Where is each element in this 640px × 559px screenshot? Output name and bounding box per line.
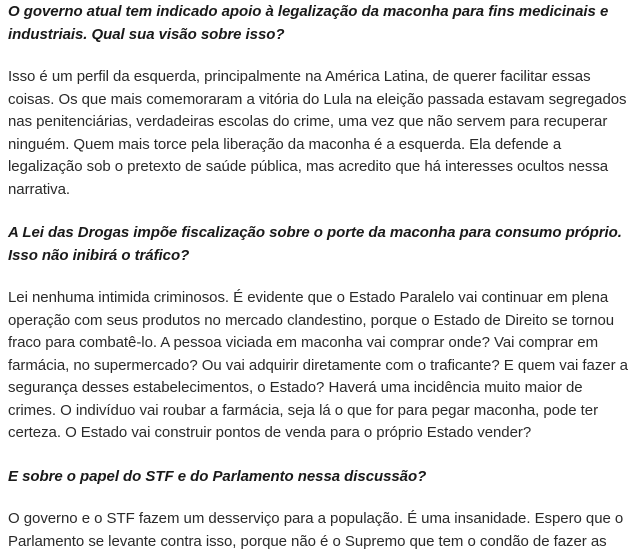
interview-answer-3: O governo e o STF fazem um desserviço para a população. É uma insanidade. Espero que o Parlamento se levante contra isso, porque não é o Supremo que tem o condão de fazer as [8,510,624,550]
interview-answer-1: Isso é um perfil da esquerda, principalmente na América Latina, de querer facilitar essas coisas. Os que mais comemoraram a vitória do Lula na eleição passada estavam segregados nas penitenciárias, verdadeiras escolas do crime, uma vez que não servem para recuperar ninguém. Quem mais torce pela liberação da maconha é a esquerda. Ela defende a legalização sob o pretexto de saúde pública, mas acredito que há interesses ocultos nessa narrativa. [8,68,627,198]
interview-answer-2: Lei nenhuma intimida criminosos. É evidente que o Estado Paralelo vai continuar em plena operação com seus produtos no mercado clandestino, porque o Estado de Direito se tornou fraco para combatê-lo. A pessoa viciada em maconha vai comprar onde? Vai comprar em farmácia, no supermercado? Ou vai adquirir diretamente com o traficante? E quem vai fazer a segurança desses estabelecimentos, o Estado? Haverá uma incidência muito maior de crimes. O indivíduo vai roubar a farmácia, seja lá o que for para pegar maconha, pode ter certeza. O Estado vai construir pontos de venda para o próprio Estado vender? [8,289,628,441]
interview-question-1: O governo atual tem indicado apoio à legalização da maconha para fins medicinais e industriais. Qual sua visão sobre isso? [8,3,609,43]
interview-question-3: E sobre o papel do STF e do Parlamento nessa discussão? [8,467,427,485]
interview-question-2: A Lei das Drogas impõe fiscalização sobre o porte da maconha para consumo próprio. Isso não inibirá o tráfico? [8,224,622,264]
